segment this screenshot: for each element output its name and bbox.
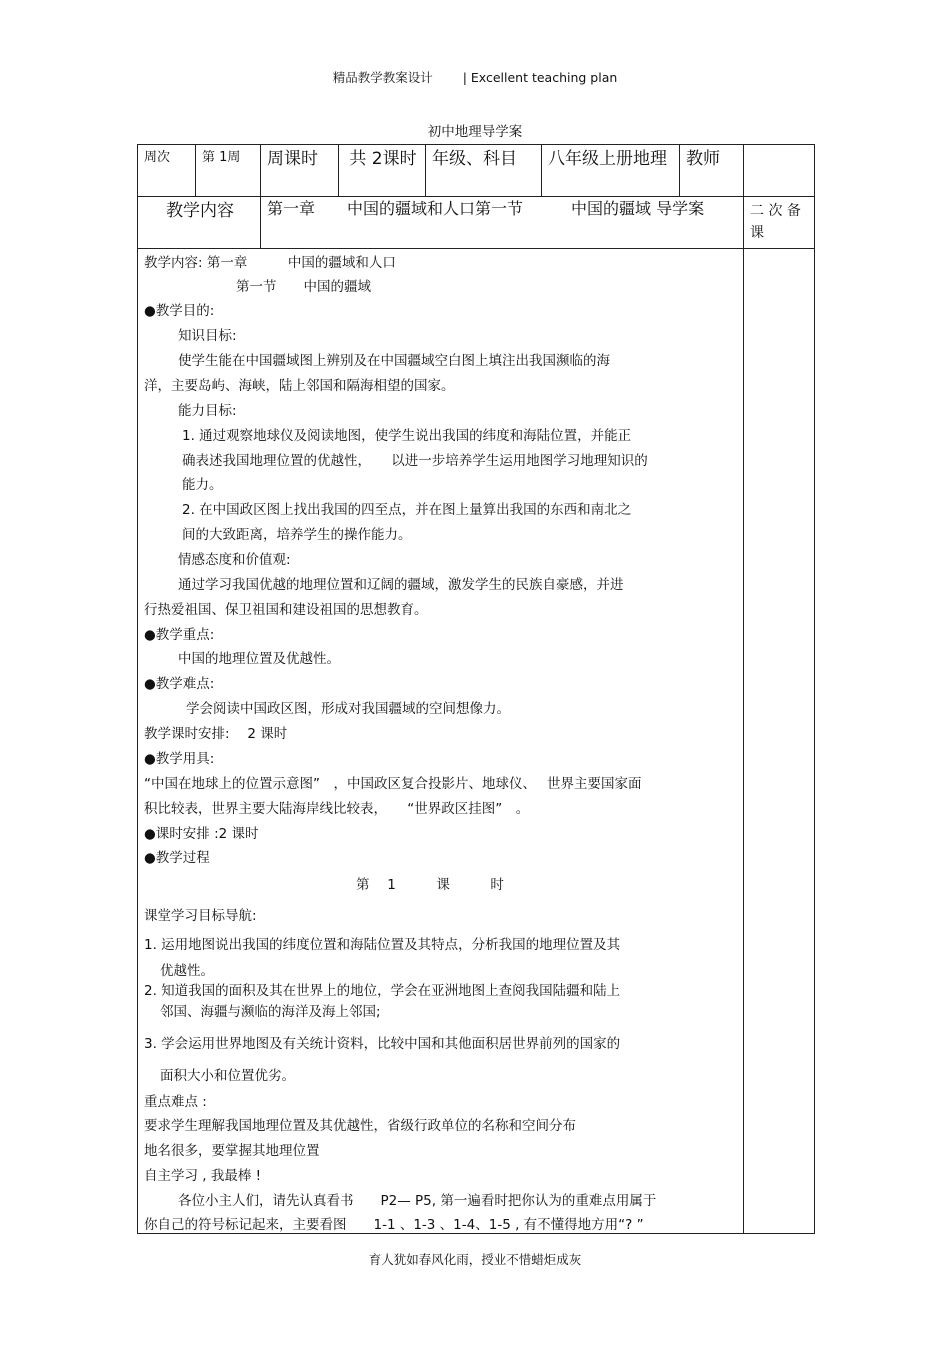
lesson-content-cell — [138, 249, 744, 1234]
text-line: 间的大致距离，培养学生的操作能力。 — [182, 527, 412, 543]
text-line: 优越性。 — [160, 963, 214, 979]
text-line: ●教学目的: — [144, 303, 215, 319]
lesson-content — [138, 249, 738, 1233]
second-prep-label: 二 次 备 课 — [744, 197, 815, 249]
text-line: 重点难点 : — [144, 1094, 207, 1110]
text-line: 自主学习 , 我最棒 ! — [144, 1168, 262, 1184]
hours-value: 共 2课时 — [339, 145, 426, 197]
text-line: 行热爱祖国、保卫祖国和建设祖国的思想教育。 — [144, 602, 428, 618]
text-line: 中国的地理位置及优越性。 — [178, 651, 340, 667]
content-value: 第一章 中国的疆域和人口第一节 中国的疆域 导学案 — [261, 197, 744, 249]
week-label: 周次 — [138, 145, 196, 197]
page-footer: 育人犹如春风化雨，授业不惜蜡炬成灰 — [368, 1252, 582, 1267]
text-line: 学会阅读中国政区图，形成对我国疆域的空间想像力。 — [186, 701, 510, 717]
text-line: 能力目标: — [178, 403, 237, 419]
text-line: 3. 学会运用世界地图及有关统计资料，比较中国和其他面积居世界前列的国家的 — [144, 1036, 621, 1052]
document-title: 初中地理导学案 — [427, 124, 523, 140]
text-line: 各位小主人们，请先认真看书 P2— P5, 第一遍看时把你认为的重难点用属于 — [178, 1193, 657, 1209]
text-line: 课堂学习目标导航: — [144, 908, 257, 924]
grade-label: 年级、科目 — [426, 145, 542, 197]
text-line: 面积大小和位置优劣。 — [160, 1068, 295, 1084]
header-left: 精品教学教案设计 — [332, 70, 433, 85]
text-line: 你自己的符号标记起来，主要看图 1-1 、1-3 、1-4、1-5 , 有不懂得地方用“? ” — [144, 1217, 644, 1233]
text-line: 积比较表，世界主要大陆海岸线比较表， “世界政区挂图” 。 — [144, 801, 530, 817]
text-line: ●教学难点: — [144, 676, 215, 692]
text-line: 第一节 中国的疆域 — [236, 279, 371, 295]
text-line: 洋，主要岛屿、海峡，陆上邻国和隔海相望的国家。 — [144, 378, 455, 394]
text-line: 第 1 课 时 — [356, 877, 504, 893]
hours-label: 周课时 — [261, 145, 339, 197]
header-right: | Excellent teaching plan — [462, 70, 618, 85]
text-line: 要求学生理解我国地理位置及其优越性，省级行政单位的名称和空间分布 — [144, 1118, 576, 1134]
week-value: 第 1周 — [196, 145, 261, 197]
lesson-plan-table — [137, 144, 815, 1234]
grade-value: 八年级上册地理 — [542, 145, 680, 197]
content-label: 教学内容 — [138, 197, 261, 249]
text-line: ●教学重点: — [144, 627, 215, 643]
teacher-label: 教师 — [680, 145, 744, 197]
text-line: “中国在地球上的位置示意图” ，中国政区复合投影片、地球仪、 世界主要国家面 — [144, 776, 642, 792]
text-line: 1. 通过观察地球仪及阅读地图，使学生说出我国的纬度和海陆位置，并能正 — [182, 428, 632, 444]
text-line: ●教学过程 — [144, 850, 210, 866]
text-line: 教学课时安排: 2 课时 — [144, 726, 288, 742]
text-line: 教学内容: 第一章 中国的疆域和人口 — [144, 255, 396, 271]
text-line: ●课时安排 :2 课时 — [144, 826, 259, 842]
text-line: 1. 运用地图说出我国的纬度位置和海陆位置及其特点，分析我国的地理位置及其 — [144, 937, 621, 953]
text-line: 地名很多，要掌握其地理位置 — [144, 1143, 320, 1159]
second-prep-cell — [744, 249, 815, 1234]
text-line: 使学生能在中国疆域图上辨别及在中国疆域空白图上填注出我国濒临的海 — [178, 353, 610, 369]
text-line: ●教学用具: — [144, 751, 215, 767]
text-line: 通过学习我国优越的地理位置和辽阔的疆域，激发学生的民族自豪感，并进 — [178, 577, 624, 593]
text-line: 确表述我国地理位置的优越性， 以进一步培养学生运用地图学习地理知识的 — [182, 453, 648, 469]
text-line: 情感态度和价值观: — [178, 552, 291, 568]
teacher-value — [744, 145, 815, 197]
text-line: 2. 在中国政区图上找出我国的四至点，并在图上量算出我国的东西和南北之 — [182, 502, 632, 518]
text-line: 能力。 — [182, 477, 223, 493]
page-header — [0, 68, 950, 86]
text-line: 邻国、海疆与濒临的海洋及海上邻国; — [160, 1004, 381, 1020]
text-line: 知识目标: — [178, 328, 237, 344]
text-line: 2. 知道我国的面积及其在世界上的地位，学会在亚洲地图上查阅我国陆疆和陆上 — [144, 983, 621, 999]
